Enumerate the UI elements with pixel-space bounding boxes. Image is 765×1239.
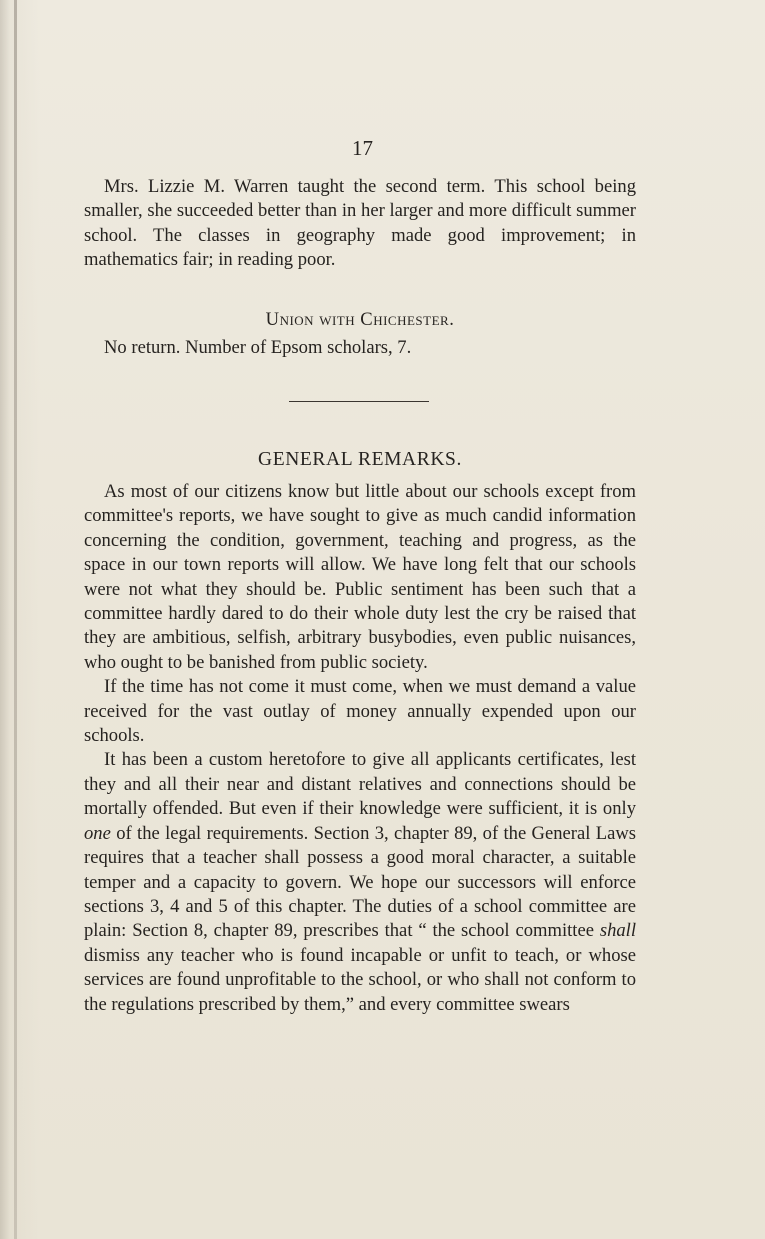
paragraph-2: If the time has not come it must come, when we must demand a value received for the vast outlay of money annually expended upon our schools. <box>84 676 636 747</box>
general-remarks-heading: GENERAL REMARKS. <box>258 449 462 470</box>
paragraph-3-part-3: dismiss any teacher who is found incapable or unfit to teach, or whose services are found unprofitable to the school, or who shall not conform to the regulations prescribed by them,” and every committee swears <box>84 944 636 1015</box>
paragraph-3-emphasis-one: one <box>84 822 111 844</box>
general-remarks-body <box>84 480 636 1017</box>
paragraph-3-part-2: of the legal requirements. Section 3, chapter 89, of the General Laws requires that a teacher shall possess a good moral character, a suitable temper and a capacity to govern. We hope our successors will enforce sections 3, 4 and 5 of this chapter. The duties of a school committee are plain: Section 8, chapter 89, prescribes that “ the school committee <box>84 822 636 942</box>
book-gutter <box>14 0 17 1239</box>
union-heading: Union with Chichester. <box>265 309 455 330</box>
union-text: No return. Number of Epsom scholars, 7. <box>104 337 412 358</box>
section-divider <box>289 401 429 402</box>
paragraph-3-part-1: It has been a custom heretofore to give all applicants certificates, lest they and all their near and distant relatives and connections should be mortally offended. But even if their knowledge were sufficient, it is only <box>84 749 636 820</box>
page-number: 17 <box>352 136 373 160</box>
paragraph-3 <box>84 748 636 1016</box>
warren-paragraph: Mrs. Lizzie M. Warren taught the second term. This school being smaller, she succeeded better than in her larger and more difficult summer school. The classes in geography made good improvement; in mathematics fair; in reading poor. <box>84 176 636 271</box>
warren-section <box>84 175 636 273</box>
paragraph-1: As most of our citizens know but little about our schools except from committee's reports, we have sought to give as much candid information concerning the condition, government, teaching and progress, as the space in our town reports will allow. We have long felt that our schools were not what they should be. Public sentiment has been such that a committee hardly dared to do their whole duty lest the cry be raised that they are ambitious, selfish, arbitrary busybodies, even public nuisances, who ought to be banished from public society. <box>84 481 636 673</box>
paragraph-3-emphasis-shall: shall <box>599 920 636 942</box>
